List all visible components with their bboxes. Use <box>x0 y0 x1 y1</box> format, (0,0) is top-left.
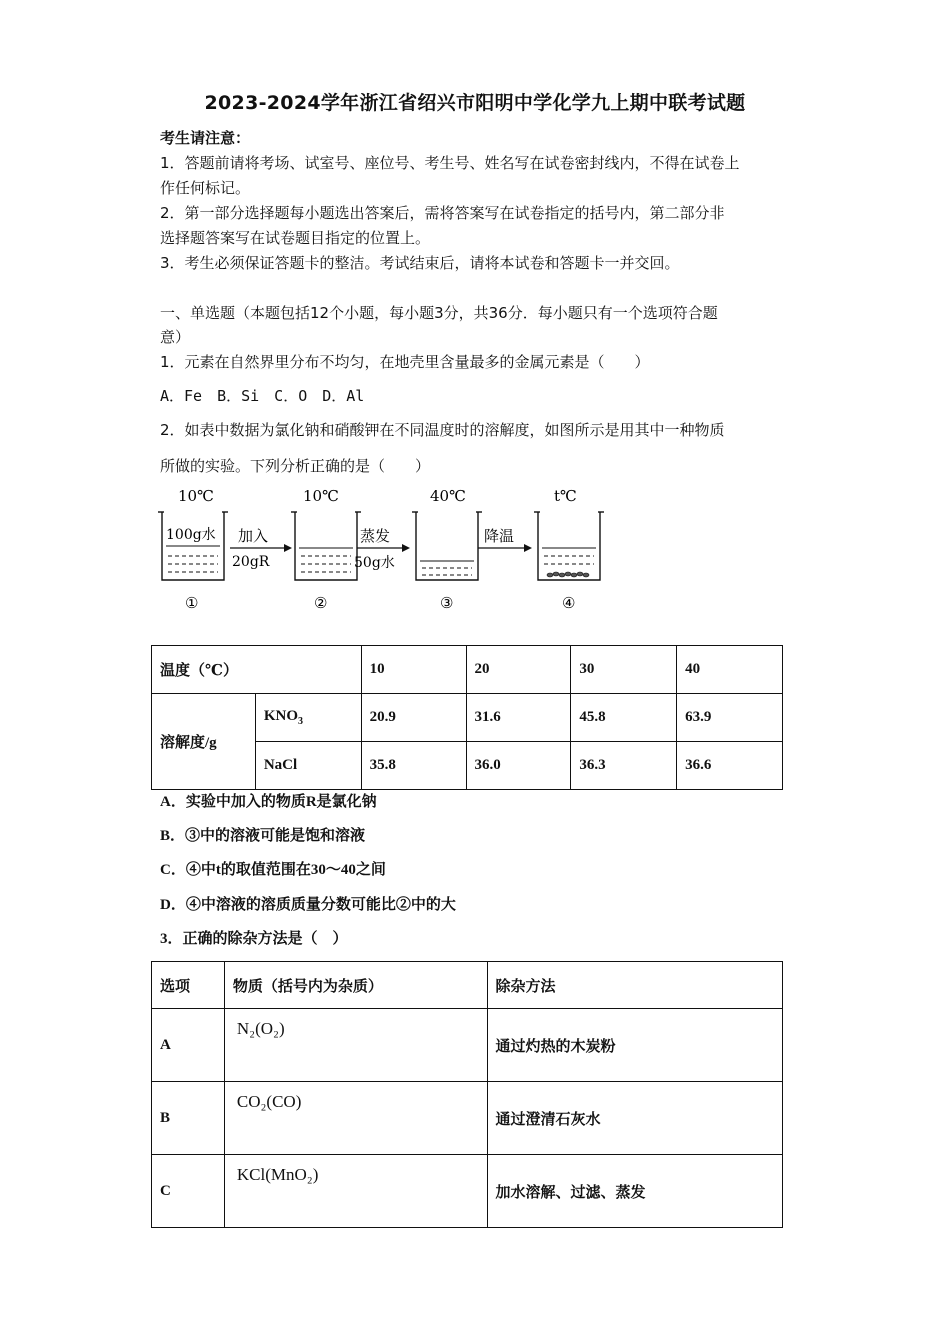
table-row <box>152 1155 783 1228</box>
beaker-1 <box>158 487 228 612</box>
table-header-cell: 20 <box>466 646 571 694</box>
beaker-2-label: ② <box>314 594 328 612</box>
table-cell: 36.0 <box>466 742 571 790</box>
table-header-cell: 除杂方法 <box>487 962 782 1009</box>
page-title: 2023-2024学年浙江省绍兴市阳明中学化学九上期中联考试题 <box>204 92 746 114</box>
crystal-precipitate <box>547 572 589 577</box>
table-cell: 31.6 <box>466 694 571 742</box>
beaker-3 <box>412 487 482 612</box>
arrow-2-bottom-label: 50g水 <box>354 555 395 571</box>
table-cell: 36.3 <box>571 742 677 790</box>
table-cell: 45.8 <box>571 694 677 742</box>
question-2-option-b: B．③中的溶液可能是饱和溶液 <box>160 828 366 844</box>
formula-cell: N₂(O₂) <box>224 1009 487 1082</box>
question-1-stem: 1．元素在自然界里分布不均匀，在地壳里含量最多的金属元素是（ ） <box>160 353 650 371</box>
arrow-2-top-label: 蒸发 <box>360 527 391 545</box>
table-header-cell: 物质（括号内为杂质） <box>224 962 487 1009</box>
row-group-label: 溶解度/g <box>152 694 256 790</box>
table-row <box>152 1009 783 1082</box>
section-heading: 一、单选题（本题包括12个小题，每小题3分，共36分．每小题只有一个选项符合题 <box>160 304 718 322</box>
beaker-1-content: 100g水 <box>166 527 216 543</box>
beaker-1-label: ① <box>185 594 199 612</box>
beaker-3-label: ③ <box>440 594 454 612</box>
table-row <box>152 646 783 694</box>
arrow-2 <box>354 527 410 571</box>
question-1-options: A．Fe B．Si C．O D．Al <box>160 387 365 405</box>
table-header-cell: 温度（℃） <box>152 646 362 694</box>
arrow-1-bottom-label: 20gR <box>232 554 270 570</box>
formula-cell: KCl(MnO₂) <box>224 1155 487 1228</box>
solubility-table <box>151 645 783 790</box>
beaker-2-temp: 10℃ <box>303 487 339 505</box>
table-row <box>152 962 783 1009</box>
option-cell: C <box>152 1155 225 1228</box>
substance-name: NaCl <box>255 742 361 790</box>
table-header-cell: 选项 <box>152 962 225 1009</box>
arrow-3 <box>478 527 532 552</box>
table-header-cell: 10 <box>361 646 466 694</box>
section-heading-cont: 意） <box>160 328 191 346</box>
formula-cell: CO₂(CO) <box>224 1082 487 1155</box>
option-cell: B <box>152 1082 225 1155</box>
notice-heading: 考生请注意： <box>160 129 251 147</box>
notice-line: 1．答题前请将考场、试室号、座位号、考生号、姓名写在试卷密封线内，不得在试卷上 <box>160 154 740 172</box>
option-cell: A <box>152 1009 225 1082</box>
question-2-option-a: A．实验中加入的物质R是氯化钠 <box>160 794 377 810</box>
method-cell: 通过澄清石灰水 <box>487 1082 782 1155</box>
table-row <box>152 694 783 742</box>
notice-line: 选择题答案写在试卷题目指定的位置上。 <box>160 229 431 247</box>
table-row <box>152 1082 783 1155</box>
table-cell: 20.9 <box>361 694 466 742</box>
experiment-diagram <box>150 484 620 616</box>
method-cell: 通过灼热的木炭粉 <box>487 1009 782 1082</box>
table-cell: 35.8 <box>361 742 466 790</box>
beaker-4 <box>534 487 604 612</box>
notice-line: 作任何标记。 <box>160 179 251 197</box>
question-2-stem-cont: 所做的实验。下列分析正确的是（ ） <box>160 457 431 475</box>
beaker-4-temp: t℃ <box>554 487 577 505</box>
beaker-1-temp: 10℃ <box>178 487 214 505</box>
notice-line: 3．考生必须保证答题卡的整洁。考试结束后，请将本试卷和答题卡一并交回。 <box>160 254 680 272</box>
arrow-3-top-label: 降温 <box>484 527 515 545</box>
question-2-option-d: D．④中溶液的溶质质量分数可能比②中的大 <box>160 897 456 913</box>
question-3-stem: 3．正确的除杂方法是（ ） <box>160 931 348 947</box>
table-header-cell: 30 <box>571 646 677 694</box>
table-cell: 63.9 <box>677 694 783 742</box>
purification-table <box>151 961 783 1228</box>
table-cell: 36.6 <box>677 742 783 790</box>
question-2-option-c: C．④中t的取值范围在30～40之间 <box>160 862 386 878</box>
beaker-4-label: ④ <box>562 594 576 612</box>
notice-line: 2．第一部分选择题每小题选出答案后，需将答案写在试卷指定的括号内，第二部分非 <box>160 204 725 222</box>
substance-name: $KNO_3$ <box>255 694 361 742</box>
arrow-1 <box>230 527 292 570</box>
beaker-2 <box>291 487 361 612</box>
beaker-3-temp: 40℃ <box>430 487 466 505</box>
table-header-cell: 40 <box>677 646 783 694</box>
method-cell: 加水溶解、过滤、蒸发 <box>487 1155 782 1228</box>
arrow-1-top-label: 加入 <box>238 527 269 545</box>
question-2-stem: 2．如表中数据为氯化钠和硝酸钾在不同温度时的溶解度，如图所示是用其中一种物质 <box>160 421 725 439</box>
